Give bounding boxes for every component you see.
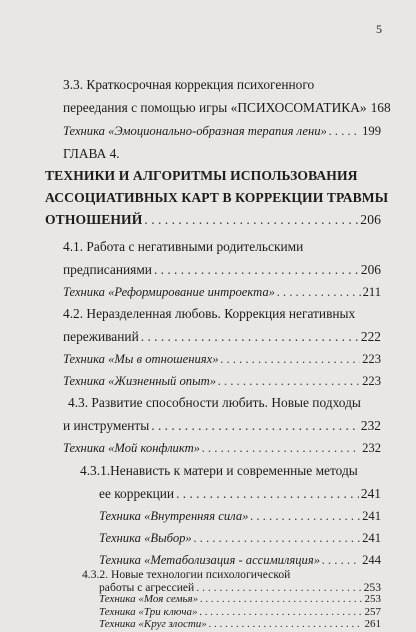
toc-technique-entry: Техника «Внутренняя сила» . . . 241 [99, 505, 381, 527]
toc-entry-4-3-line1: 4.3. Развитие способности любить. Новые подходы [68, 395, 361, 410]
toc-entry-3-3-line1: 3.3. Краткосрочная коррекция психогенного [63, 77, 315, 92]
toc-page-number: 244 [362, 553, 381, 567]
toc-page-number: 232 [362, 441, 381, 455]
toc-entry-3-3-line2: переедания с помощью игры «ПСИХОСОМАТИКА» 168 [63, 97, 381, 119]
toc-technique-entry: Техника «Выбор» . . . 241 [99, 527, 381, 549]
toc-entry-4-1-line1: 4.1. Работа с негативными родительскими [63, 239, 304, 254]
toc-entry-4-2-line1: 4.2. Неразделенная любовь. Коррекция негативных [63, 306, 356, 321]
toc-page-number: 206 [360, 212, 381, 227]
toc-page-number: 241 [362, 509, 381, 523]
toc-entry-4-2-line2: переживаний . . . 222 [63, 326, 381, 348]
toc-page-number: 199 [362, 124, 381, 138]
toc-page-number: 241 [362, 531, 381, 545]
toc-technique-entry: Техника «Мой конфликт» . . . 232 [63, 437, 381, 459]
toc-technique-entry: Техника «Моя семья» . . . 253 [99, 593, 381, 606]
page-number: 5 [376, 22, 382, 36]
toc-page-number: 253 [363, 580, 381, 594]
toc-page-number: 211 [362, 285, 381, 299]
toc-technique-entry: Техника «Круг злости» . . . 261 [99, 618, 381, 631]
toc-entry-4-3-1-line2: ее коррекции . . . 241 [99, 483, 381, 505]
toc-entry-4-3-2-line2: работы с агрессией . . . 253 [99, 581, 381, 594]
toc-page-number: 261 [364, 618, 381, 631]
toc-technique-entry: Техника «Реформирование интроекта» . . . 211 [63, 281, 381, 303]
toc-entry-4-3-1-line1: 4.3.1.Ненависть к матери и современные методы [80, 463, 358, 478]
toc-page-number: 222 [360, 329, 381, 344]
chapter-title-line2: АССОЦИАТИВНЫХ КАРТ В КОРРЕКЦИИ ТРАВМЫ [45, 190, 389, 205]
toc-technique-entry: Техника «Жизненный опыт» . . . 223 [63, 370, 381, 392]
toc-entry-4-1-line2: предписаниями . . . 206 [63, 259, 381, 281]
toc-technique-entry: Техника «Мы в отношениях» . . . 223 [63, 348, 381, 370]
toc-page-number: 223 [362, 352, 381, 366]
toc-page-number: 232 [360, 418, 381, 433]
toc-page-number: 168 [370, 100, 391, 115]
chapter-title-line1: ТЕХНИКИ И АЛГОРИТМЫ ИСПОЛЬЗОВАНИЯ [45, 168, 358, 183]
toc-page-number: 223 [362, 374, 381, 388]
toc-technique-entry: Техника «Три ключа» . . . 257 [99, 606, 381, 619]
toc-technique-entry: Техника «Метаболизация - ассимиляция» . . . 244 [99, 549, 381, 571]
toc-technique-entry: Техника «Эмоционально-образная терапия лени» . . . 199 [63, 120, 381, 142]
toc-page-number: 257 [364, 605, 381, 618]
chapter-title-line3: ОТНОШЕНИЙ . . . 206 [45, 209, 381, 231]
toc-entry-4-3-2-line1: 4.3.2. Новые технологии психологической [82, 568, 291, 581]
toc-entry-4-3-line2: и инструменты . . . 232 [63, 415, 381, 437]
toc-page-number: 253 [364, 593, 381, 606]
chapter-label: ГЛАВА 4. [63, 146, 120, 161]
toc-page-number: 206 [360, 262, 381, 277]
toc-page-number: 241 [360, 486, 381, 501]
